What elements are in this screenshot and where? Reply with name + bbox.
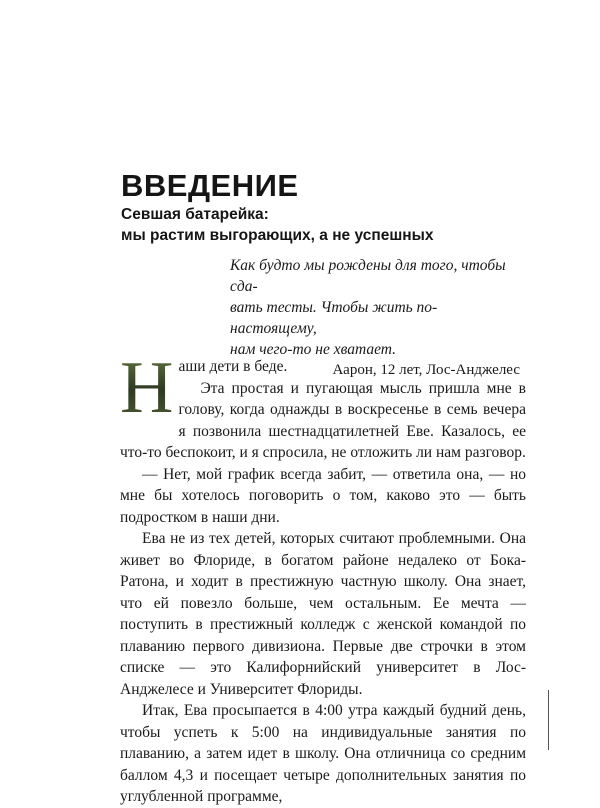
epigraph-attribution: Аарон, 12 лет, Лос-Анджелес [332, 362, 520, 378]
paragraph-3: — Нет, мой график всегда забит, — ответила она, — но мне бы хотелось поговорить о том, каково это — быть подростком в наши дни. [120, 465, 526, 526]
subtitle-line-2: мы растим выгорающих, а не успешных [121, 227, 434, 244]
epigraph-line-2: вать тесты. Чтобы жить по-настоящему, [230, 299, 438, 337]
epigraph-line-3: нам чего-то не хватает. [230, 341, 397, 358]
epigraph-line-1: Как будто мы рождены для того, чтобы сда- [230, 257, 506, 295]
paragraph-1-text: аши дети в беде. [178, 358, 288, 375]
paragraph-2: Эта простая и пугающая мысль пришла мне в голову, когда однажды в воскресенье в семь вечера я позвонила шестнадцатилетней Еве. Казалось, ее что-то беспокоит, и я спросила, не отложить ли нам разговор. [120, 379, 526, 461]
drop-cap-letter: Н [120, 347, 174, 429]
page-edge-line [548, 690, 549, 750]
paragraph-5: Итак, Ева просыпается в 4:00 утра каждый будний день, чтобы успеть к 5:00 на индивидуальные занятия по плаванию, а затем идет в школу. Она отличница со средним баллом 4,3 и посещает четыре дополнительных занятия по углубленной программе, [120, 702, 526, 805]
epigraph-quote [230, 255, 520, 360]
chapter-title: ВВЕДЕНИЕ [121, 168, 299, 203]
chapter-subtitle [121, 204, 433, 246]
paragraph-4: Ева не из тех детей, которых считают проблемными. Она живет во Флориде, в богатом районе недалеко от Бока-Ратона, и ходит в престижную частную школу. Она знает, что ей повезло больше, чем остальным. Ее мечта — поступить в престижный колледж с женской командой по плаванию первого дивизиона. Первые две строчки в этом списке — это Калифорнийский университет в Лос-Анджелесе и Университет Флориды. [120, 530, 526, 698]
subtitle-line-1: Севшая батарейка: [121, 206, 269, 223]
